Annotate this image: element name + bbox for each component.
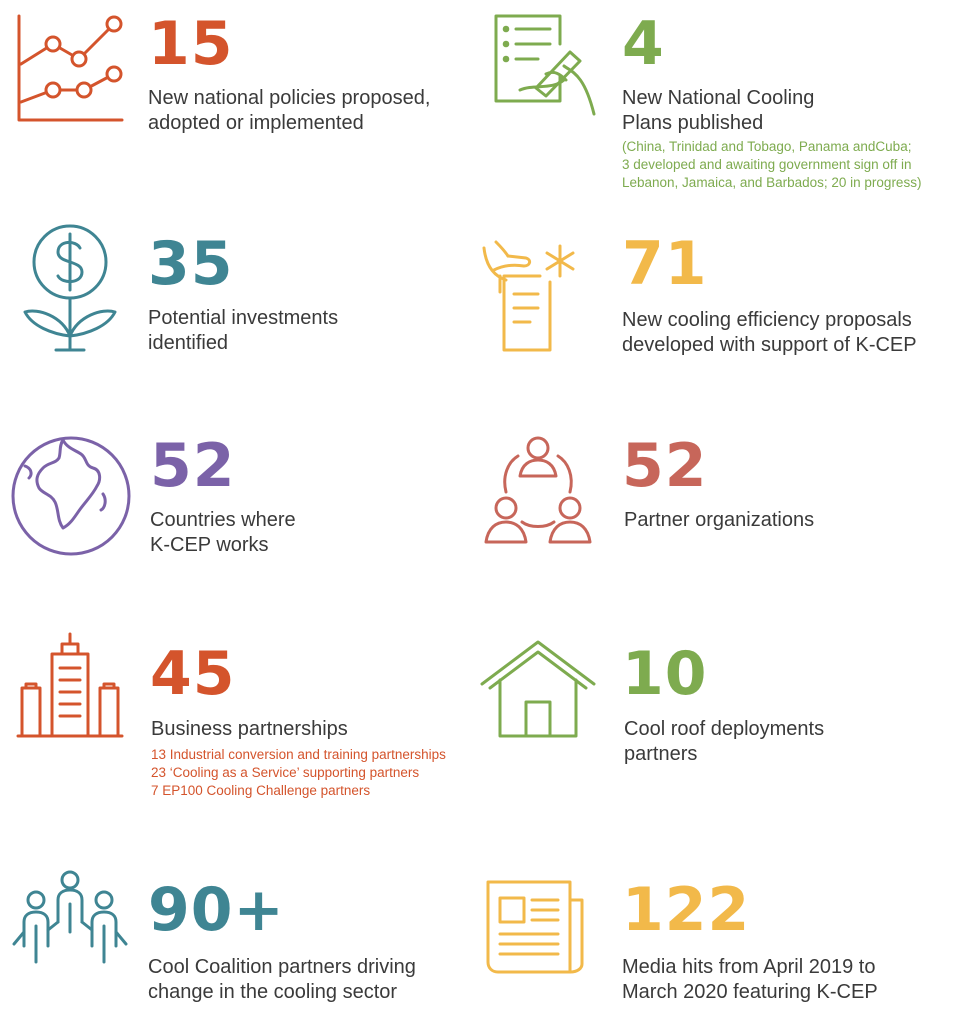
stat-note: 13 Industrial conversion and training partnerships 23 ‘Cooling as a Service’ supporting partners 7 EP100 Cooling Challenge partners (151, 747, 446, 798)
house-icon (480, 640, 596, 738)
stat-note: (China, Trinidad and Tobago, Panama andCuba; 3 developed and awaiting government sign off in Lebanon, Jamaica, and Barbados; 20 in progress) (622, 139, 922, 190)
stat-number: 45 (150, 639, 236, 709)
stat-number: 15 (148, 9, 234, 79)
people-network-icon (484, 436, 592, 548)
stat-number: 52 (622, 431, 708, 501)
stat-label: Media hits from April 2019 to March 2020 featuring K-CEP (622, 956, 878, 1003)
globe-icon (11, 436, 131, 556)
stat-label: New national policies proposed, adopted or implemented (148, 87, 431, 134)
stat-label: Business partnerships (151, 718, 348, 740)
line-chart-icon (16, 14, 126, 124)
checklist-pen-icon (494, 14, 604, 119)
hand-document-icon (480, 236, 580, 354)
group-people-icon (12, 870, 128, 964)
newspaper-icon (486, 880, 590, 974)
stat-number: 122 (622, 875, 751, 945)
buildings-icon (16, 632, 124, 738)
stat-number: 35 (148, 229, 234, 299)
stat-number: 90+ (148, 875, 285, 945)
stat-label: Partner organizations (624, 509, 815, 531)
stat-label: Countries where K-CEP works (150, 509, 296, 556)
stat-label: New National Cooling Plans published (622, 87, 815, 134)
money-plant-icon (22, 224, 118, 354)
stat-label: Potential investments identified (148, 307, 339, 354)
stat-label: New cooling efficiency proposals developed with support of K-CEP (622, 309, 917, 356)
stat-number: 52 (150, 431, 236, 501)
stat-label: Cool Coalition partners driving change in the cooling sector (148, 956, 416, 1003)
stat-number: 10 (622, 639, 708, 709)
stat-label: Cool roof deployments partners (624, 718, 825, 765)
stat-number: 71 (622, 229, 708, 299)
stat-number: 4 (622, 9, 665, 79)
